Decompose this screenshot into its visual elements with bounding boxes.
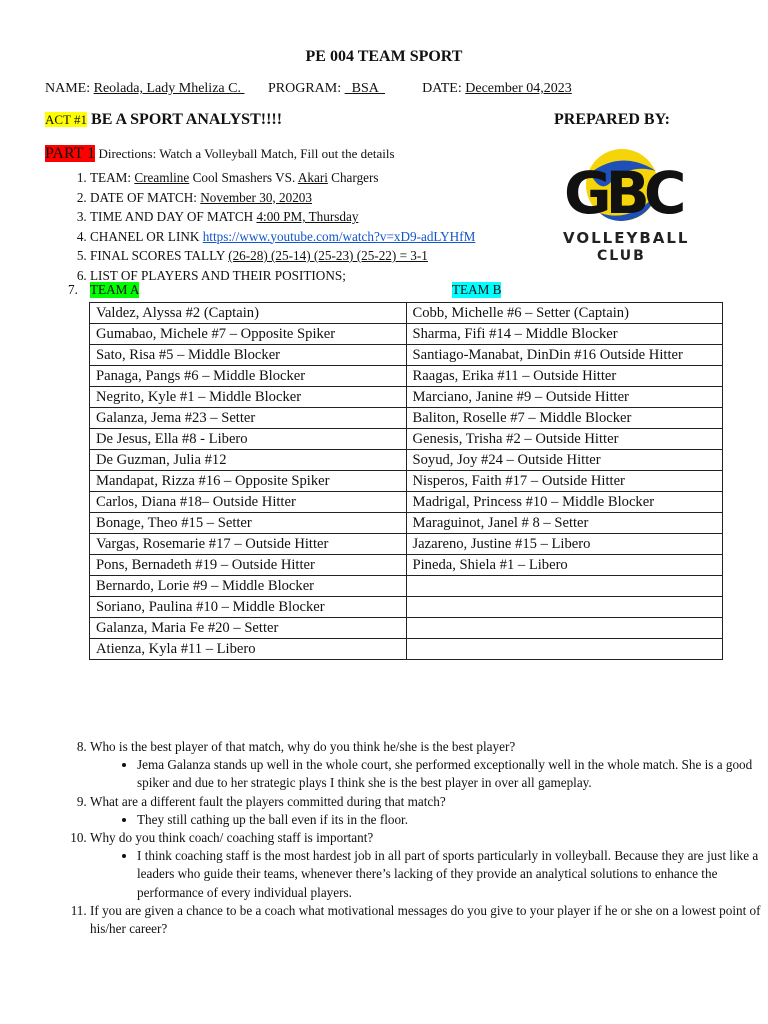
table-row bbox=[90, 429, 723, 450]
table-row bbox=[90, 492, 723, 513]
team-b-player-cell: Santiago-Manabat, DinDin #16 Outside Hitter bbox=[406, 345, 723, 366]
student-info-row bbox=[45, 81, 572, 97]
team-a-player-cell: Soriano, Paulina #10 – Middle Blocker bbox=[90, 597, 407, 618]
table-row bbox=[90, 513, 723, 534]
team-b-player-cell: Maraguinot, Janel # 8 – Setter bbox=[406, 513, 723, 534]
team-a-player-cell: Sato, Risa #5 – Middle Blocker bbox=[90, 345, 407, 366]
team-b-player-cell: Jazareno, Justine #15 – Libero bbox=[406, 534, 723, 555]
program-label: PROGRAM: bbox=[267, 81, 345, 96]
question-9: 9. What are a different fault the players committed during that match? • They still cathing up the ball even if its in the floor. bbox=[90, 793, 768, 829]
team-a-player-cell: Panaga, Pangs #6 – Middle Blocker bbox=[90, 366, 407, 387]
team-b-player-cell bbox=[406, 639, 723, 660]
team-a-player-cell: Bernardo, Lorie #9 – Middle Blocker bbox=[90, 576, 407, 597]
team-b-player-cell: Genesis, Trisha #2 – Outside Hitter bbox=[406, 429, 723, 450]
question-8: 8. Who is the best player of that match, why do you think he/she is the best player? • Jema Galanza stands up well in the whole court, she performed exceptionally well in the whole match. She is a good spiker and due to her strategic plays I think she is the best player in over all gameplay. bbox=[90, 738, 768, 793]
team-b-player-cell: Raagas, Erika #11 – Outside Hitter bbox=[406, 366, 723, 387]
youtube-link[interactable]: https://www.youtube.com/watch?v=xD9-adLYHfM bbox=[202, 228, 476, 244]
team-a-player-cell: Galanza, Jema #23 – Setter bbox=[90, 408, 407, 429]
answer-10: • I think coaching staff is the most hardest job in all part of sports particularly in volleyball. Because they are just like a leaders who guide their teams, whenever there’s lacking of they provide an analytical solutions to enhance the performance of every individual players. bbox=[137, 847, 768, 902]
table-row bbox=[90, 324, 723, 345]
table-row bbox=[90, 303, 723, 324]
item-date-of-match: 2. DATE OF MATCH: November 30, 20203 bbox=[90, 188, 570, 208]
date-label: DATE: bbox=[422, 81, 466, 96]
item-player-list: 6. LIST OF PLAYERS AND THEIR POSITIONS; bbox=[90, 266, 570, 286]
name-label: NAME: bbox=[45, 81, 94, 96]
table-row bbox=[90, 450, 723, 471]
team-b-player-cell bbox=[406, 618, 723, 639]
logo-text-volleyball: VOLLEYBALL bbox=[563, 229, 690, 247]
team-b-player-cell: Nisperos, Faith #17 – Outside Hitter bbox=[406, 471, 723, 492]
team-b-player-cell bbox=[406, 597, 723, 618]
team-b-player-cell: Cobb, Michelle #6 – Setter (Captain) bbox=[406, 303, 723, 324]
questions-list bbox=[45, 738, 768, 938]
team-b-player-cell: Sharma, Fifi #14 – Middle Blocker bbox=[406, 324, 723, 345]
team-a-player-cell: Carlos, Diana #18– Outside Hitter bbox=[90, 492, 407, 513]
table-row bbox=[90, 618, 723, 639]
table-row bbox=[90, 576, 723, 597]
part-heading bbox=[45, 145, 395, 163]
program-value: BSA bbox=[344, 81, 386, 96]
table-row bbox=[90, 408, 723, 429]
team-a-player-cell: Gumabao, Michele #7 – Opposite Spiker bbox=[90, 324, 407, 345]
team-b-player-cell: Soyud, Joy #24 – Outside Hitter bbox=[406, 450, 723, 471]
activity-heading bbox=[45, 111, 282, 129]
team-a-player-cell: Galanza, Maria Fe #20 – Setter bbox=[90, 618, 407, 639]
team-a-player-cell: De Jesus, Ella #8 - Libero bbox=[90, 429, 407, 450]
document-title: PE 004 TEAM SPORT bbox=[305, 48, 463, 65]
team-b-player-cell: Pineda, Shiela #1 – Libero bbox=[406, 555, 723, 576]
team-a-player-cell: Mandapat, Rizza #16 – Opposite Spiker bbox=[90, 471, 407, 492]
table-row bbox=[90, 366, 723, 387]
team-b-player-cell: Marciano, Janine #9 – Outside Hitter bbox=[406, 387, 723, 408]
prepared-by-label: PREPARED BY: bbox=[554, 111, 671, 128]
table-row bbox=[90, 345, 723, 366]
team-b-player-cell: Madrigal, Princess #10 – Middle Blocker bbox=[406, 492, 723, 513]
team-a-player-cell: Negrito, Kyle #1 – Middle Blocker bbox=[90, 387, 407, 408]
part-directions: Directions: Watch a Volleyball Match, Fill out the details bbox=[95, 146, 395, 161]
team-b-player-cell bbox=[406, 576, 723, 597]
table-row bbox=[90, 639, 723, 660]
table-row bbox=[90, 555, 723, 576]
act-tag: ACT #1 bbox=[45, 112, 88, 127]
team-a-player-cell: Pons, Bernadeth #19 – Outside Hitter bbox=[90, 555, 407, 576]
team-a-player-cell: Valdez, Alyssa #2 (Captain) bbox=[90, 303, 407, 324]
name-value: Reolada, Lady Mheliza C. bbox=[93, 81, 245, 96]
answer-8: • Jema Galanza stands up well in the whole court, she performed exceptionally well in the whole match. She is a good spiker and due to her strategic plays I think she is the best player in over all gameplay. bbox=[137, 756, 768, 792]
logo-letters: GBC bbox=[564, 159, 681, 227]
answer-9: • They still cathing up the ball even if its in the floor. bbox=[137, 811, 768, 829]
table-row bbox=[90, 597, 723, 618]
question-10: 10. Why do you think coach/ coaching staff is important? • I think coaching staff is the most hardest job in all part of sports particularly in volleyball. Because they are just like a leaders who guide their teams, whenever there’s lacking of they provide an analytical solutions to enhance the performance of every individual players. bbox=[90, 829, 768, 902]
question-11: 11. If you are given a chance to be a coach what motivational messages do you give to your player if he or she on a lowest point of his/her career? bbox=[90, 902, 768, 938]
team-a-player-cell: Atienza, Kyla #11 – Libero bbox=[90, 639, 407, 660]
act-text: BE A SPORT ANALYST!!!! bbox=[87, 111, 283, 128]
match-details-list bbox=[45, 168, 570, 285]
item-number-7: 7. bbox=[68, 282, 78, 297]
item-team: 1. TEAM: Creamline Cool Smashers VS. Akari Chargers bbox=[90, 168, 570, 188]
part-tag: PART 1 bbox=[45, 145, 96, 162]
players-table bbox=[89, 302, 723, 660]
item-time-of-match: 3. TIME AND DAY OF MATCH 4:00 PM, Thursday bbox=[90, 207, 570, 227]
logo-text-club: CLUB bbox=[597, 248, 646, 264]
team-a-label: TEAM A bbox=[90, 282, 140, 297]
table-row bbox=[90, 534, 723, 555]
date-value: December 04,2023 bbox=[465, 81, 572, 96]
team-a-player-cell: Bonage, Theo #15 – Setter bbox=[90, 513, 407, 534]
table-row bbox=[90, 387, 723, 408]
table-row bbox=[90, 471, 723, 492]
team-b-player-cell: Baliton, Roselle #7 – Middle Blocker bbox=[406, 408, 723, 429]
item-channel-link: 4. CHANEL OR LINK https://www.youtube.com/watch?v=xD9-adLYHfM bbox=[90, 227, 570, 247]
team-a-player-cell: Vargas, Rosemarie #17 – Outside Hitter bbox=[90, 534, 407, 555]
item-final-scores: 5. FINAL SCORES TALLY (26-28) (25-14) (25-23) (25-22) = 3-1 bbox=[90, 246, 570, 266]
team-b-label: TEAM B bbox=[452, 282, 502, 297]
team-a-player-cell: De Guzman, Julia #12 bbox=[90, 450, 407, 471]
